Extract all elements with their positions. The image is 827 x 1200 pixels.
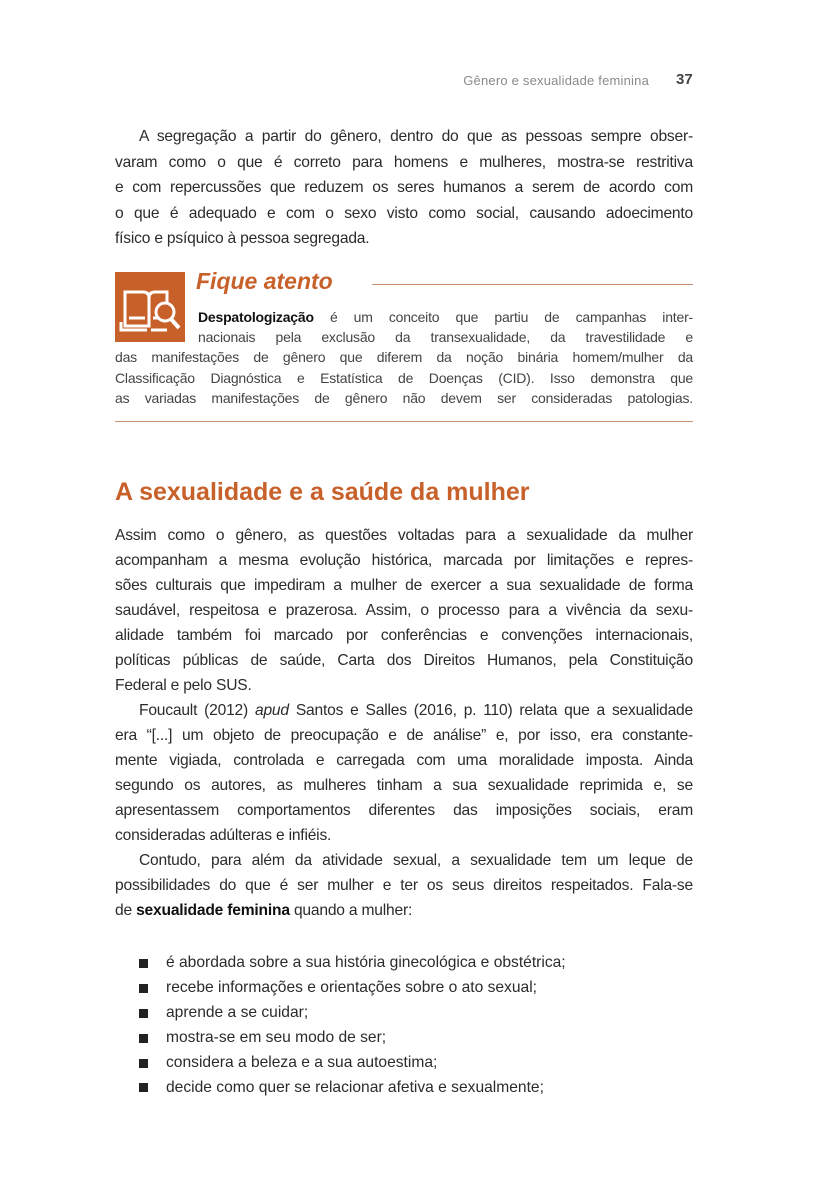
text-line: Classificação Diagnóstica e Estatística de Doenças (CID). Isso demonstra que — [115, 369, 693, 386]
text-span: Foucault (2012) — [139, 702, 255, 719]
text-line: acompanham a mesma evolução histórica, marcada por limitações e repres- — [115, 552, 693, 569]
divider — [115, 421, 693, 422]
list-item-text: recebe informações e orientações sobre o ato sexual; — [166, 978, 537, 996]
text-line: físico e psíquico à pessoa segregada. — [115, 230, 370, 247]
list-item — [139, 1051, 566, 1076]
list-item — [139, 976, 566, 1001]
list-item — [139, 1076, 566, 1101]
text-line: Assim como o gênero, as questões voltadas para a sexualidade da mulher — [115, 527, 693, 544]
square-bullet-icon — [139, 1009, 148, 1018]
text-span: Santos e Salles (2016, p. 110) relata que a sexualidade — [288, 702, 693, 719]
text-span: de — [115, 902, 137, 919]
text-line: sões culturais que impediram a mulher de exercer a sua sexualidade de forma — [115, 577, 693, 594]
list-item-text: considera a beleza e a sua autoestima; — [166, 1053, 438, 1071]
square-bullet-icon — [139, 959, 148, 968]
text-line: políticas públicas de saúde, Carta dos Direitos Humanos, pela Constituição — [115, 652, 693, 669]
text-line: A segregação a partir do gênero, dentro do que as pessoas sempre obser- — [139, 128, 693, 145]
bullet-list — [139, 951, 566, 1100]
callout-title: Fique atento — [196, 268, 333, 294]
text-span: quando a mulher: — [289, 902, 413, 919]
text-line: nacionais pela exclusão da transexualidade, da travestilidade e — [198, 329, 693, 346]
text-line: das manifestações de gênero que diferem da noção binária homem/mulher da — [115, 349, 693, 366]
callout-body — [115, 307, 693, 408]
square-bullet-icon — [139, 1059, 148, 1068]
list-item-text: aprende a se cuidar; — [166, 1003, 309, 1021]
square-bullet-icon — [139, 1034, 148, 1043]
text-line: e com repercussões que reduzem os seres humanos a serem de acordo com — [115, 179, 693, 196]
text-line — [115, 898, 693, 923]
text-line: era “[...] um objeto de preocupação e de análise” e, por isso, era constante- — [115, 727, 693, 744]
text-line: possibilidades do que é ser mulher e ter os seus direitos respeitados. Fala-se — [115, 877, 693, 894]
text-line: as variadas manifestações de gênero não devem ser consideradas patologias. — [115, 389, 693, 406]
square-bullet-icon — [139, 1083, 148, 1092]
text-line: alidade também foi marcado por conferências e convenções internacionais, — [115, 627, 693, 644]
text-span: sexualidade feminina — [136, 902, 290, 919]
page-number: 37 — [676, 71, 693, 88]
text-line: consideradas adúlteras e infiéis. — [115, 827, 332, 844]
callout-term: Despatologização — [198, 309, 314, 325]
text-line: Contudo, para além da atividade sexual, a sexualidade tem um leque de — [139, 852, 693, 869]
text-line: segundo os autores, as mulheres tinham a sua sexualidade reprimida e, se — [115, 777, 693, 794]
text-line: varam como o que é correto para homens e mulheres, mostra-se restritiva — [115, 153, 693, 171]
list-item — [139, 1026, 566, 1051]
text-line — [115, 307, 693, 327]
text-line: o que é adequado e com o sexo visto como social, causando adoecimento — [115, 204, 693, 222]
list-item-text: é abordada sobre a sua história ginecológica e obstétrica; — [166, 954, 566, 971]
section-heading: A sexualidade e a saúde da mulher — [115, 478, 530, 506]
list-item-text: mostra-se em seu modo de ser; — [166, 1028, 387, 1046]
divider — [372, 284, 693, 285]
text-span: é um conceito que partiu de campanhas inter- — [313, 309, 693, 325]
square-bullet-icon — [139, 984, 148, 993]
text-line: mente vigiada, controlada e carregada com uma moralidade imposta. Ainda — [115, 752, 693, 769]
list-item — [139, 1001, 566, 1026]
text-line: saudável, respeitosa e prazerosa. Assim, o processo para a vivência da sexu- — [115, 602, 693, 619]
text-line — [115, 698, 693, 723]
text-line: apresentassem comportamentos diferentes das imposições sociais, eram — [115, 802, 693, 819]
section-body — [115, 523, 693, 923]
list-item — [139, 951, 566, 976]
text-span: apud — [254, 702, 289, 719]
intro-paragraph — [115, 124, 693, 252]
list-item-text: decide como quer se relacionar afetiva e sexualmente; — [166, 1078, 544, 1096]
text-line: Federal e pelo SUS. — [115, 677, 252, 694]
running-title: Gênero e sexualidade feminina — [463, 73, 649, 88]
